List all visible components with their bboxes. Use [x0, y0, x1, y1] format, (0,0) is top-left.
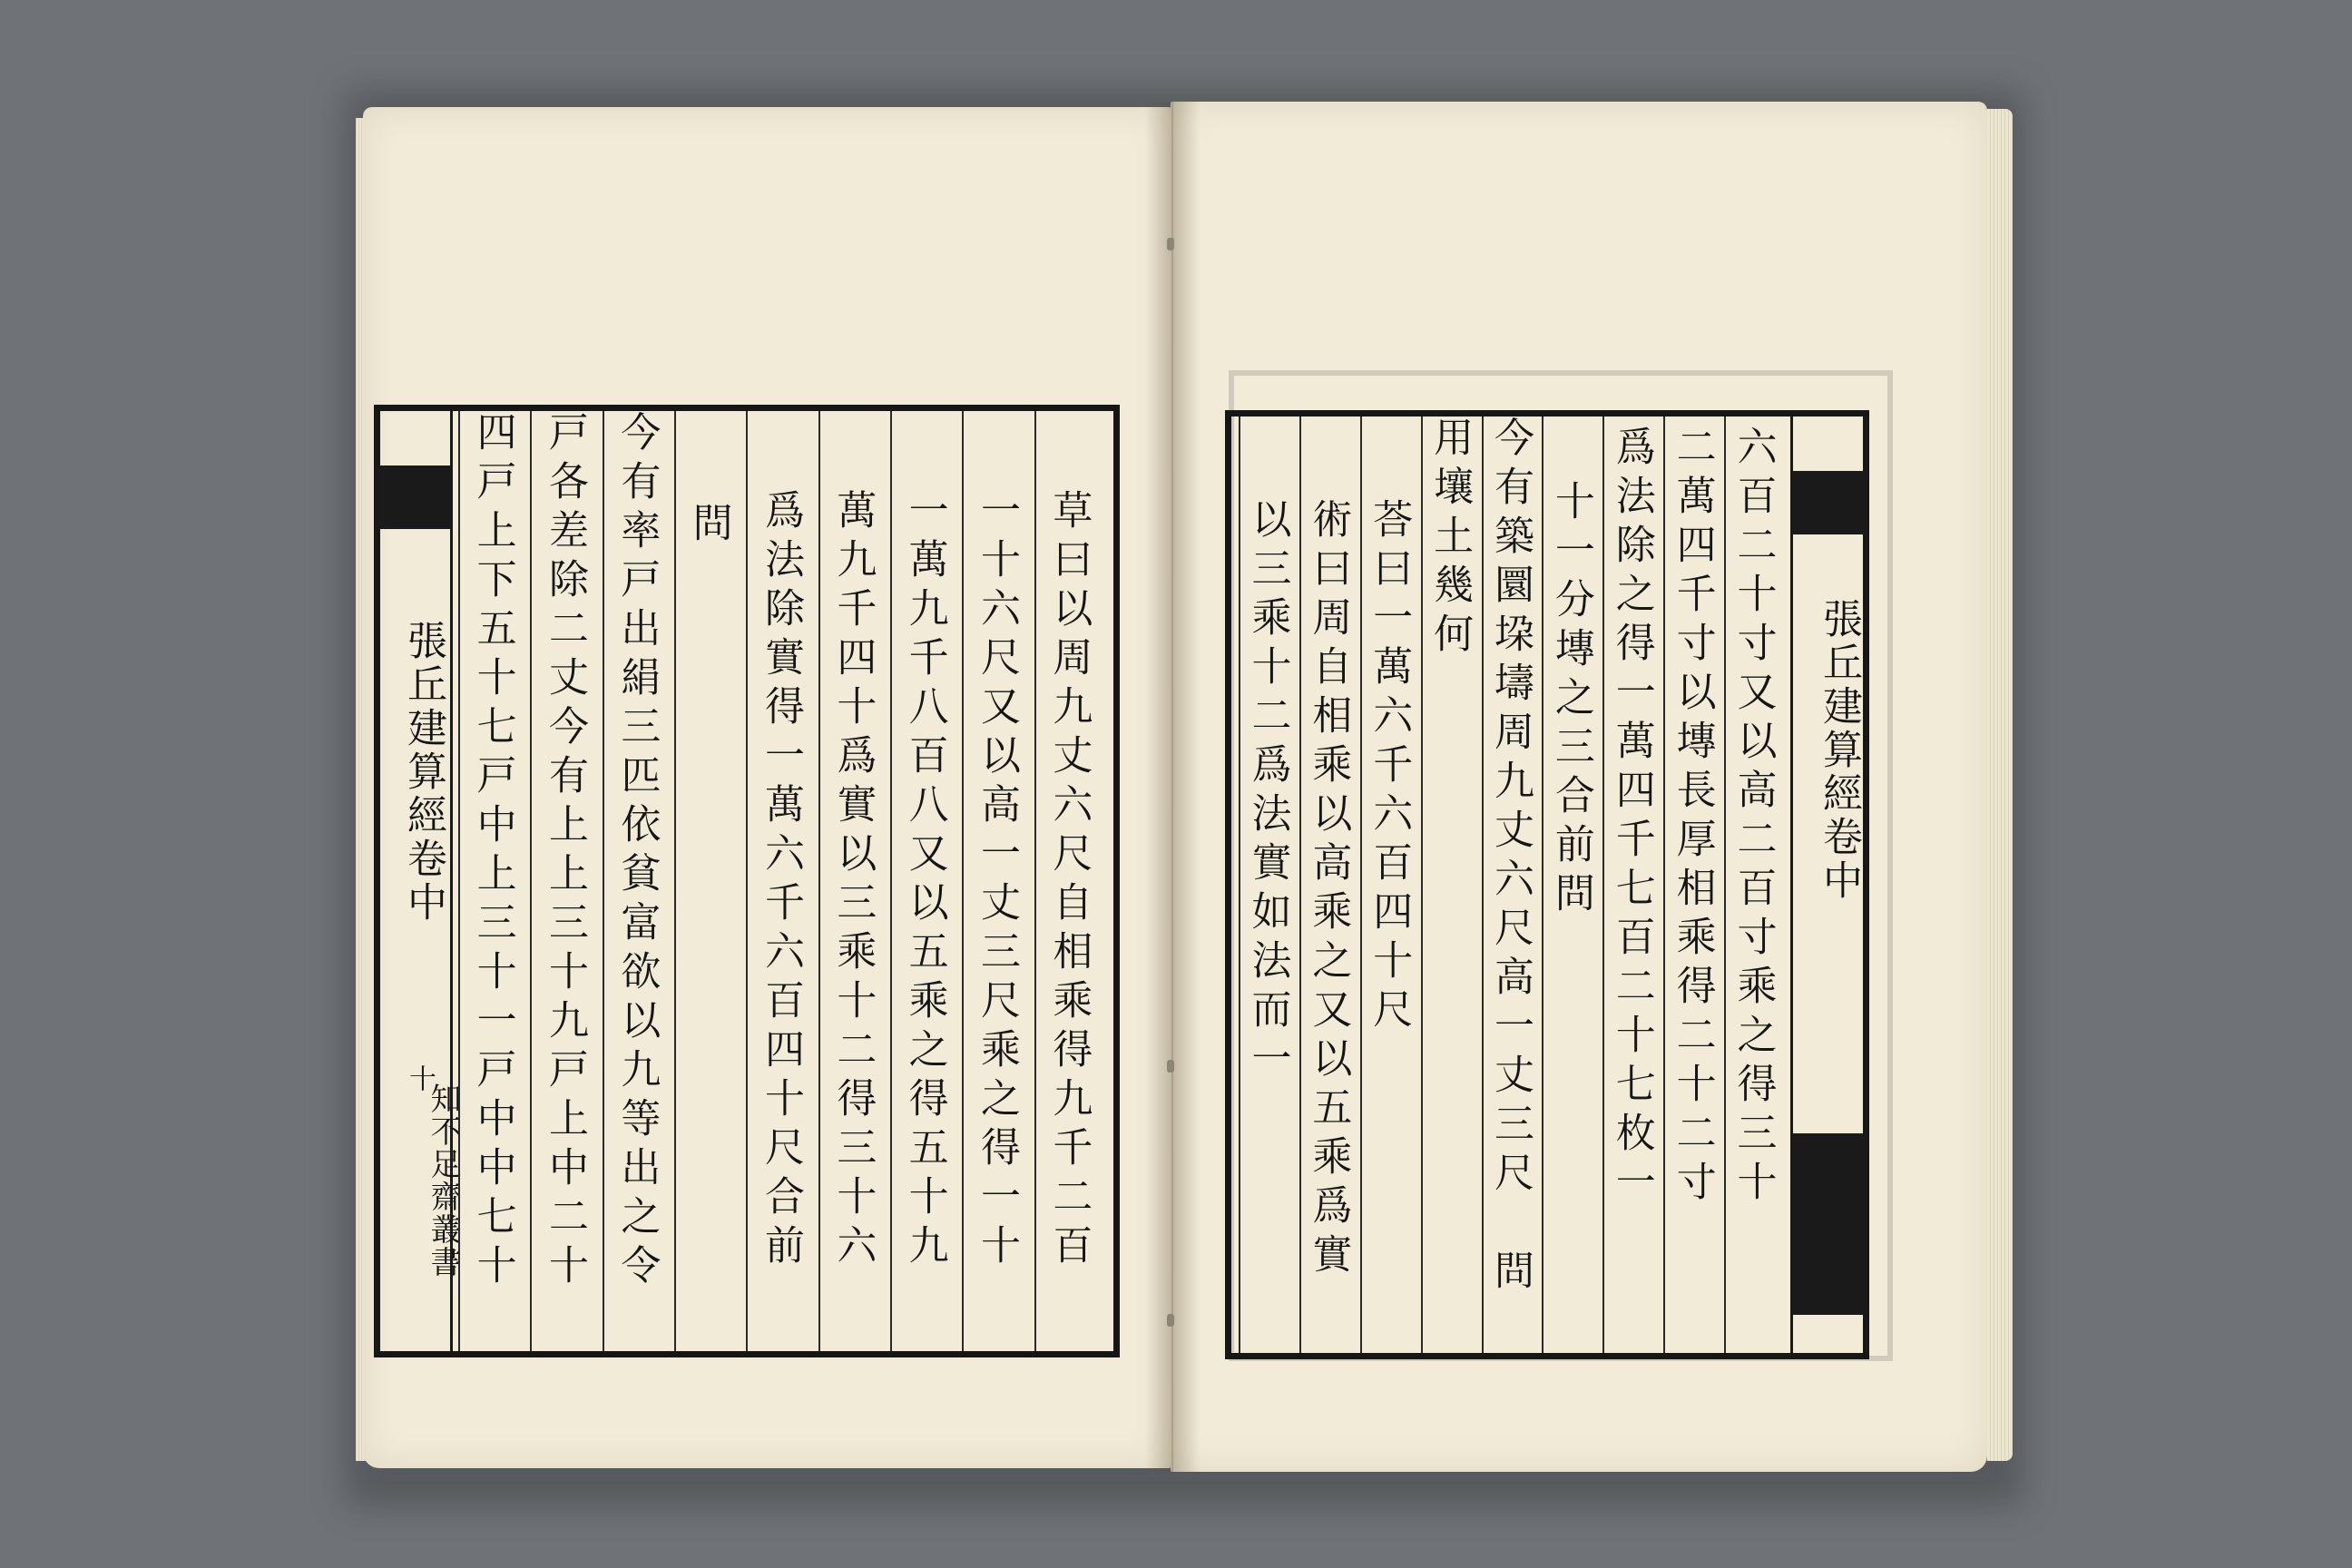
- text-column: [458, 411, 530, 1351]
- center-band-left: [375, 411, 461, 1351]
- text-column: [674, 411, 746, 1351]
- text-column: [1360, 416, 1421, 1353]
- text-column: [1482, 416, 1543, 1353]
- column-text: 荅曰一萬六千六百四十尺: [1366, 498, 1413, 1037]
- column-text: 萬九千四十爲實以三乘十二得三十六: [829, 489, 877, 1273]
- column-text: 以三乘十二爲法實如法而一: [1244, 498, 1291, 1086]
- column-text: 術曰周自相乘以高乘之又以五乘爲實: [1305, 498, 1352, 1282]
- column-text: 二萬四千寸以塼長厚相乘得二十二寸: [1669, 426, 1716, 1210]
- text-column: [1299, 416, 1360, 1353]
- text-column: [1542, 416, 1602, 1353]
- fish-tail-mark: [1793, 471, 1866, 534]
- column-text: 問: [685, 502, 732, 551]
- fish-tail-mark-lower: [1793, 1133, 1866, 1315]
- text-column: [1239, 416, 1299, 1353]
- column-text: 六百二十寸又以高二百寸乘之得三十: [1730, 426, 1777, 1210]
- text-column: [890, 411, 962, 1351]
- column-text: 戸各差除二丈今有上上三十九戸上中二十: [541, 411, 588, 1293]
- column-text: 今有築圜垜壔周九丈六尺高一丈三尺 問: [1486, 416, 1534, 1298]
- fish-tail-mark: [377, 466, 450, 529]
- column-text: 草曰以周九丈六尺自相乘得九千二百: [1045, 489, 1093, 1273]
- text-column: [818, 411, 890, 1351]
- publisher-name: 知不足齋叢書: [425, 1083, 461, 1279]
- text-column: [1421, 416, 1482, 1353]
- text-column: [603, 411, 674, 1351]
- page-edges-right: [1987, 109, 2013, 1461]
- center-band-right: [1790, 416, 1868, 1353]
- center-title-left: 張丘建算經卷中: [400, 620, 446, 925]
- text-column: [962, 411, 1034, 1351]
- binding-stitch: [1167, 238, 1174, 250]
- text-column: [746, 411, 818, 1351]
- text-column: [1724, 416, 1785, 1353]
- center-title-right: 張丘建算經卷中: [1816, 598, 1862, 903]
- binding-stitch: [1167, 1060, 1174, 1073]
- left-text-frame: [374, 405, 1120, 1357]
- column-text: 爲法除之得一萬四千七百二十七枚一: [1608, 426, 1655, 1210]
- column-text: 一十六尺又以高一丈三尺乘之得一十: [973, 489, 1020, 1273]
- text-column: [1663, 416, 1724, 1353]
- column-text: 今有率戸出絹三匹依貧富欲以九等出之令: [613, 411, 661, 1293]
- column-text: 十一分塼之三合前問: [1547, 480, 1594, 921]
- right-text-frame: [1225, 410, 1869, 1359]
- text-column: [1034, 411, 1106, 1351]
- column-text: 用壤土幾何: [1426, 416, 1474, 662]
- text-column: [530, 411, 602, 1351]
- text-column: [1602, 416, 1663, 1353]
- book-gutter: [1145, 102, 1200, 1472]
- column-text: 爲法除實得一萬六千六百四十尺合前: [757, 489, 804, 1273]
- column-text: 四戸上下五十七戸中上三十一戸中中七十: [469, 411, 516, 1293]
- column-text: 一萬九千八百八又以五乘之得五十九: [901, 489, 948, 1273]
- binding-stitch: [1167, 1314, 1174, 1327]
- folio-number: 十: [404, 1064, 436, 1093]
